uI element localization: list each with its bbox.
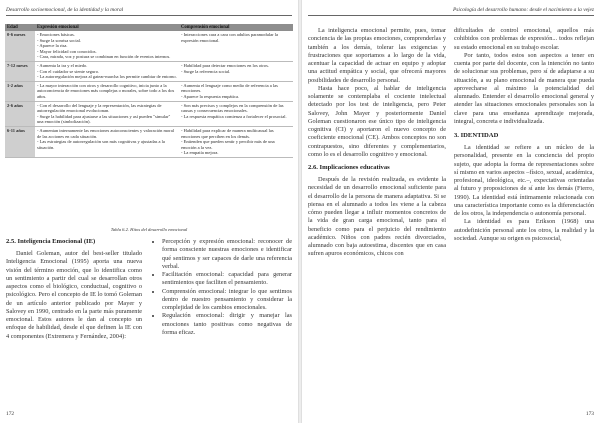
cell-line: - Habilidad para explicar de manera multicausal las emociones que perciben en los demás. <box>181 127 274 139</box>
table-row <box>5 126 293 157</box>
cell-line: - Mayor felicidad con conocidos. <box>37 48 97 54</box>
cell-line: - La empatía mejora. <box>181 150 219 156</box>
table-row <box>5 31 293 61</box>
left-column-a <box>6 238 142 341</box>
expression-cell <box>35 126 179 157</box>
cell-line: - Emociones básicas. <box>37 32 75 37</box>
comprehension-cell <box>179 126 293 157</box>
page-number-right: 173 <box>585 411 594 417</box>
left-page <box>0 0 298 423</box>
table-caption: Tabla 6.2. Hitos del desarrollo emocional <box>110 227 188 232</box>
age-cell: 2-6 años <box>5 101 35 126</box>
expression-cell <box>35 101 179 126</box>
right-page <box>302 0 600 423</box>
comprehension-cell <box>179 101 293 126</box>
paragraph: La identidad es para Erikson (1968) una autodefinición personal ante los otros, la realidad y la sociedad. Aunque su origen es psicosocial, <box>454 218 594 242</box>
table-row <box>5 81 293 101</box>
table-header: Comprensión emocional <box>179 24 293 31</box>
paragraph: Por tanto, todos estos son aspectos a tener en cuenta por parte del docente, con la intención no tanto de solucionar sus problemas, pero sí de adaptarse a su situación, a su plano emocional de manera que pueda aprovecharse al máximo la potencialidad del alumnado. Entender el desarrollo emocional general y atender las situaciones emocionales personales son la clave para una enseñanza aprendizaje mejorada, integral, concreta e individualizada. <box>454 51 594 125</box>
cell-line: - Cara, mirada, voz y postura se combinan en función de eventos internos. <box>37 54 171 60</box>
cell-line: - Habilidad para detectar emociones en los otros. <box>181 62 269 68</box>
cell-line: - Aumenta la ira y el miedo. <box>37 62 88 68</box>
expression-cell <box>35 31 179 61</box>
comprehension-cell <box>179 61 293 81</box>
cell-line: - Entienden que pueden sentir y percibir más de una emoción a la vez. <box>181 139 275 150</box>
cell-line: - La respuesta empática comienza a fortalecer el prosocial. <box>181 113 287 119</box>
cell-line: - Con el cuidador se siente seguro. <box>37 68 100 74</box>
cell-line: - La autorregulación mejora al gatear-marcha los permite cambiar de entorno. <box>37 74 177 80</box>
list-item: • Comprensión emocional: integrar lo que sentimos dentro de nuestro pensamiento y considerar la complejidad de los cambios emocionales. <box>162 288 292 313</box>
section-heading: 3. IDENTIDAD <box>454 132 499 139</box>
age-cell: 1-2 años <box>5 81 35 101</box>
paragraph: Daniel Goleman, autor del best-seller titulado Inteligencia Emocional (1995) aporta una nueva visión del término emoción, que lo identifica como un sentimiento a partir del cual se desarrollan otros aspectos como el biológico, conductual, cognitivo o psicológico. Pero el concepto de IE lo tomó Goleman de un artículo anterior publicado por Mayer y Salovey en 1990, centrado en la parte más puramente emocional. Estos autores le dan al concepto un enfoque de habilidad, desde el que definen la IE con 4 componentes (Extremera y Fernández, 2004): <box>6 250 142 340</box>
comprehension-cell <box>179 31 293 61</box>
cell-line: - Surge la referencia social. <box>181 68 231 74</box>
running-header-left: Desarrollo socioemocional, de la identidad y la moral <box>6 7 124 13</box>
age-cell: 6-11 años <box>5 126 35 157</box>
table-header: Edad <box>5 24 35 31</box>
section-heading: 2.5. Inteligencia Emocional (IE) <box>6 238 96 245</box>
header-rule <box>6 15 292 16</box>
cell-line: - Surge la sonrisa social. <box>37 37 82 43</box>
right-column-a <box>308 27 446 259</box>
cell-line: - Aparece la respuesta empática. <box>181 93 240 99</box>
cell-line: - Aparece la risa. <box>37 43 68 49</box>
list-item: • Regulación emocional: dirigir y manejar las emociones tanto positivas como negativas de forma eficaz. <box>162 312 292 337</box>
cell-line: - Aumenta el lenguaje como medio de referencia a las emociones. <box>181 82 278 94</box>
cell-line: - Con el desarrollo del lenguaje y la representación, las estrategias de autorregulación emocional evolucionan. <box>37 102 162 114</box>
table-body <box>5 31 293 157</box>
emotional-development-table <box>5 24 293 158</box>
running-header-right: Psicología del desarrollo humano: desde el nacimiento a la vejez <box>453 7 594 13</box>
paragraph: La identidad se refiere a un núcleo de la personalidad, presente en la conciencia del propio sujeto, que adopta la forma de representaciones sobre sí mismo en varios aspectos –físico, sexual, académica, profesional, ideológica, etc.–, expectativas orientadas al futuro y proposiciones de sí ante los demás (Fierro, 1990). La identidad está íntimamente relacionada con una característica importante como es la diferenciación de los otros, la independencia o autonomía personal. <box>454 144 594 217</box>
cell-line: - Interacciones cara a cara con adultos paramodular la expresión emocional. <box>181 32 278 43</box>
table-row <box>5 101 293 126</box>
paragraph: Después de la revisión realizada, es evidente la necesidad de un desarrollo emocional suficiente para el desarrollo de la persona de manera adaptativa. Si se piensa en el alumnado a todos les viene a la cabeza cómo pueden llegar a influir momentos concretos de la vida de gran carga emocional, tanto para el beneficio como para el perjuicio del rendimiento académico. Niños con padres recién divorciados, alumnado con baja autoestima, discentes que en casa sufren apuros económicos, chicos con <box>308 176 446 258</box>
page-number-left: 172 <box>6 411 15 417</box>
age-cell: 0-6 meses <box>5 31 35 61</box>
ie-components-list <box>150 238 292 337</box>
expression-cell <box>35 61 179 81</box>
cell-line: - La mayor interacción con otros y desarrollo cognitivo, inicia junto a la autoconciencia de emociones más complejas o morales, sobre todo a los dos años. <box>37 82 175 99</box>
paragraph: La inteligencia emocional permite, pues, tomar conciencia de las propias emociones, comprenderlas y también a los demás, tolerar las exigencias y frustraciones que soportamos a lo largo de la vida, acentuar la capacidad de actuar en equipo y adoptar una actitud empática y social, que ofrecerá mayores posibilidades de desarrollo personal. <box>308 27 446 84</box>
expression-cell <box>35 81 179 101</box>
paragraph: Hasta hace poco, al hablar de inteligencia solamente se contemplaba el cociente intelectual detectado por los test de inteligencia, pero Peter Salovey, John Mayer y posteriormente Daniel Goleman cuestionaron ese único tipo de inteligencia cognitiva (CI) y aportaron el nuevo concepto de coeficiente emocional (CE). Ambos conceptos no son contrapuestos, sino diferentes y complementarios, como lo es el desarrollo cognitivo y emocional. <box>308 84 446 158</box>
subsection-heading: 2.6. Implicaciones educativas <box>308 164 390 171</box>
cell-line: - Las estrategias de autorregulación son más cognitivas y ajustadas a la situación. <box>37 139 165 150</box>
cell-line: - Son más precisos y complejos en la comprensión de las causas y consecuencias emocionales. <box>181 102 284 114</box>
right-column-b <box>454 27 594 243</box>
table-header-row <box>5 24 293 31</box>
cell-line: - Aumentan internamente las emociones autoconscientes y valoración moral de las acciones en cada situación. <box>37 127 174 139</box>
paragraph: dificultades de control emocional, aquellos más cohibidos con problemas de expresión... todos reflejan su estado emocional en su trabajo escolar. <box>454 27 594 51</box>
cell-line: - Surge la habilidad para ajustarse a las situaciones y así pueden "simular" una emoción (simbolización). <box>37 113 171 125</box>
comprehension-cell <box>179 81 293 101</box>
age-cell: 7-12 meses <box>5 61 35 81</box>
table-header: Expresión emocional <box>35 24 179 31</box>
left-column-b <box>150 238 292 337</box>
table-row <box>5 61 293 81</box>
list-item: • Facilitación emocional: capacidad para generar sentimientos que faciliten el pensamiento. <box>162 271 292 288</box>
header-rule <box>308 15 594 16</box>
list-item: • Percepción y expresión emocional: reconocer de forma consciente nuestras emociones e identificar qué sentimos y ser capaces de darle una referencia verbal. <box>162 238 292 271</box>
